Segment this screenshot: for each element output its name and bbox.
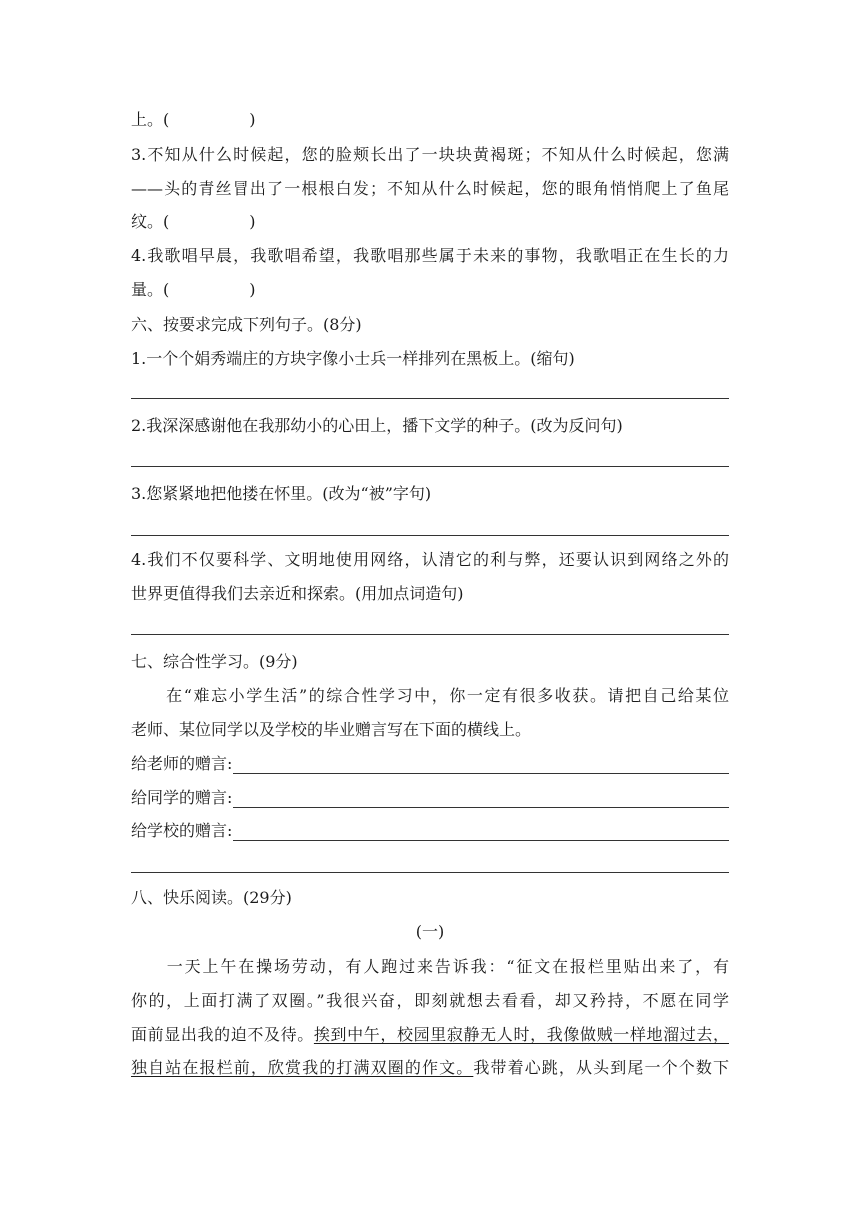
q6-item4-line2: 世界更值得我们去亲近和探索。(用加点词造句) [131, 584, 464, 603]
q6-item1: 1.一个个娟秀端庄的方块字像小士兵一样排列在黑板上。(缩句) [131, 349, 575, 368]
q8-section-title: (一) [415, 922, 445, 941]
q7-school-row [131, 821, 729, 841]
q6-item3: 3.您紧紧地把他搂在怀里。(改为“被”字句) [131, 484, 432, 503]
q7-teacher-row [131, 754, 729, 774]
q6-heading: 六、按要求完成下列句子。(8分) [131, 315, 362, 334]
q5-item3-line3: 纹。( ) [131, 212, 256, 231]
q6-item4-answer-line[interactable] [131, 634, 729, 635]
q6-item2-answer-line[interactable] [131, 466, 729, 467]
q7-school-answer-line[interactable] [233, 823, 729, 841]
q8-paragraph-line3-plain: 面前显出我的迫不及待。 [131, 1025, 314, 1044]
q7-teacher-answer-line[interactable] [233, 756, 729, 774]
q5-item3-line1: 3.不知从什么时候起，您的脸颊长出了一块块黄褐斑；不知从什么时候起，您满 [131, 145, 729, 164]
q8-paragraph-line4 [131, 1058, 729, 1078]
q8-paragraph-line2: 你的，上面打满了双圈。”我很兴奋，即刻就想去看看，却又矜持，不愿在同学 [131, 991, 729, 1010]
q6-item4-line1: 4.我们不仅要科学、文明地使用网络，认清它的利与弊，还要认识到网络之外的 [131, 550, 729, 569]
q5-item4-line2: 量。( ) [131, 280, 256, 299]
q5-item4-line1: 4.我歌唱早晨，我歌唱希望，我歌唱那些属于未来的事物，我歌唱正在生长的力 [131, 246, 729, 265]
q7-classmate-answer-line[interactable] [233, 790, 729, 808]
q8-paragraph-line4-plain: 我带着心跳，从头到尾一个个数下 [473, 1058, 729, 1077]
q8-heading: 八、快乐阅读。(29分) [131, 888, 292, 907]
q8-paragraph-line3 [131, 1025, 729, 1045]
q7-classmate-row [131, 788, 729, 808]
q6-item1-answer-line[interactable] [131, 398, 729, 399]
q5-item2-tail: 上。( ) [131, 110, 256, 129]
q7-school-label: 给学校的赠言: [131, 821, 233, 840]
q7-heading: 七、综合性学习。(9分) [131, 652, 298, 671]
q5-item3-line2: ——头的青丝冒出了一根根白发；不知从什么时候起，您的眼角悄悄爬上了鱼尾 [131, 179, 729, 198]
q7-extra-answer-line[interactable] [131, 872, 729, 873]
q6-item2: 2.我深深感谢他在我那幼小的心田上，播下文学的种子。(改为反问句) [131, 416, 623, 435]
q7-classmate-label: 给同学的赠言: [131, 788, 233, 807]
q8-paragraph-line1: 一天上午在操场劳动，有人跑过来告诉我：“征文在报栏里贴出来了，有 [131, 957, 729, 976]
q7-intro-line1: 在“难忘小学生活”的综合性学习中，你一定有很多收获。请把自己给某位 [131, 686, 729, 705]
q8-paragraph-line4-underlined: 独自站在报栏前，欣赏我的打满双圈的作文。 [131, 1058, 474, 1077]
q6-item3-answer-line[interactable] [131, 535, 729, 536]
q8-paragraph-line3-underlined: 挨到中午，校园里寂静无人时，我像做贼一样地溜过去， [313, 1025, 729, 1044]
q7-teacher-label: 给老师的赠言: [131, 754, 233, 773]
q7-intro-line2: 老师、某位同学以及学校的毕业赠言写在下面的横线上。 [131, 720, 532, 739]
